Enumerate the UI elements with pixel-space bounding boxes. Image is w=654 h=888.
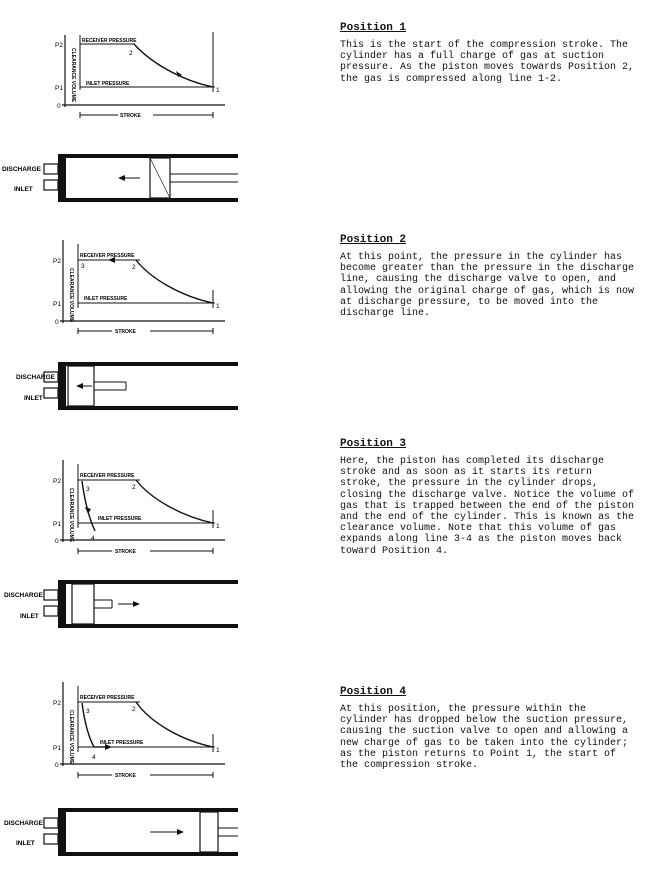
inlet-label: INLET bbox=[16, 840, 35, 847]
point-4-label: 4 bbox=[91, 535, 95, 542]
discharge-label: DISCHARGE bbox=[2, 166, 42, 173]
clearance-volume-label: CLEARANCE VOLUME bbox=[68, 488, 74, 543]
point-2-label: 2 bbox=[132, 706, 136, 713]
stroke-label: STROKE bbox=[115, 329, 136, 335]
position-1-diagram bbox=[0, 0, 330, 210]
position-4-heading: Position 4 bbox=[340, 686, 407, 698]
inlet-pressure-label: INLET PRESSURE bbox=[100, 740, 144, 746]
point-3-label: 3 bbox=[86, 486, 90, 493]
point-1-label: 1 bbox=[216, 87, 220, 94]
discharge-label: DISCHARGE bbox=[4, 592, 44, 599]
clearance-volume-label: CLEARANCE VOLUME bbox=[70, 48, 76, 103]
point-4-label: 4 bbox=[92, 754, 96, 761]
pv-chart bbox=[53, 682, 225, 779]
p2-label: P2 bbox=[53, 478, 61, 485]
pv-chart bbox=[55, 32, 225, 119]
p1-label: P1 bbox=[53, 301, 61, 308]
receiver-pressure-label: RECEIVER PRESSURE bbox=[80, 473, 135, 479]
inlet-pressure-label: INLET PRESSURE bbox=[86, 81, 130, 87]
point-2-label: 2 bbox=[132, 484, 136, 491]
position-2-body: At this point, the pressure in the cylinder has become greater than the pressure in the discharge line, causing the discharge valve to open, and allowing the original charge of gas, which is now at discharge pressure, to be moved into the discharge line. bbox=[340, 252, 635, 320]
inlet-label: INLET bbox=[20, 613, 39, 620]
zero-label: 0 bbox=[55, 319, 59, 326]
position-2-diagram bbox=[0, 220, 330, 420]
position-4-text bbox=[340, 686, 640, 771]
pv-chart bbox=[53, 460, 225, 555]
inlet-label: INLET bbox=[24, 395, 43, 402]
cylinder bbox=[16, 362, 238, 410]
pv-chart bbox=[53, 240, 225, 335]
position-2-heading: Position 2 bbox=[340, 234, 407, 246]
stroke-label: STROKE bbox=[115, 549, 136, 555]
inlet-label: INLET bbox=[14, 186, 33, 193]
zero-label: 0 bbox=[55, 762, 59, 769]
discharge-label: DISCHARGE bbox=[16, 374, 56, 381]
clearance-volume-label: CLEARANCE VOLUME bbox=[68, 710, 74, 765]
p1-label: P1 bbox=[55, 85, 63, 92]
position-3-body: Here, the piston has completed its discharge stroke and as soon as it starts its return stroke, the pressure in the cylinder drops, closing the discharge valve. Notice the volume of gas that is trapped between the end of the piston and the end of the cylinder. This is known as the clearance volume. Note that this volume of gas expands along line 3-4 as the piston moves back toward Position 4. bbox=[340, 456, 635, 557]
position-3-panel bbox=[0, 430, 654, 640]
inlet-pressure-label: INLET PRESSURE bbox=[84, 296, 128, 302]
point-1-label: 1 bbox=[216, 303, 220, 310]
p2-label: P2 bbox=[55, 42, 63, 49]
point-1-label: 1 bbox=[216, 523, 220, 530]
cylinder bbox=[2, 154, 238, 202]
point-2-label: 2 bbox=[129, 50, 133, 57]
position-4-body: At this position, the pressure within the cylinder has dropped below the suction pressure, causing the suction valve to open and allowing a new charge of gas to be taken into the cylinder; as the piston returns to Point 1, the start of the compression stroke. bbox=[340, 704, 629, 772]
position-3-text bbox=[340, 438, 640, 557]
position-2-panel bbox=[0, 220, 654, 420]
point-1-label: 1 bbox=[216, 747, 220, 754]
inlet-pressure-label: INLET PRESSURE bbox=[98, 516, 142, 522]
receiver-pressure-label: RECEIVER PRESSURE bbox=[82, 38, 137, 44]
receiver-pressure-label: RECEIVER PRESSURE bbox=[80, 253, 135, 259]
discharge-label: DISCHARGE bbox=[4, 820, 44, 827]
point-2-label: 2 bbox=[132, 264, 136, 271]
zero-label: 0 bbox=[57, 103, 61, 110]
position-4-panel bbox=[0, 668, 654, 888]
point-3-label: 3 bbox=[81, 263, 85, 270]
receiver-pressure-label: RECEIVER PRESSURE bbox=[80, 695, 135, 701]
p2-label: P2 bbox=[53, 258, 61, 265]
position-1-panel bbox=[0, 0, 654, 210]
point-3-label: 3 bbox=[86, 708, 90, 715]
stroke-label: STROKE bbox=[115, 773, 136, 779]
clearance-volume-label: CLEARANCE VOLUME bbox=[68, 268, 74, 323]
cylinder bbox=[4, 808, 238, 856]
position-3-heading: Position 3 bbox=[340, 438, 407, 450]
position-2-text bbox=[340, 234, 640, 319]
position-1-body: This is the start of the compression stroke. The cylinder has a full charge of gas at suction pressure. As the piston moves towards Position 2, the gas is compressed along line 1-2. bbox=[340, 40, 635, 85]
position-1-heading: Position 1 bbox=[340, 22, 407, 34]
position-4-diagram bbox=[0, 668, 330, 888]
p1-label: P1 bbox=[53, 521, 61, 528]
p1-label: P1 bbox=[53, 745, 61, 752]
stroke-label: STROKE bbox=[120, 113, 141, 119]
position-1-text bbox=[340, 22, 640, 85]
cylinder bbox=[4, 580, 238, 628]
zero-label: 0 bbox=[55, 538, 59, 545]
position-3-diagram bbox=[0, 430, 330, 640]
p2-label: P2 bbox=[53, 700, 61, 707]
